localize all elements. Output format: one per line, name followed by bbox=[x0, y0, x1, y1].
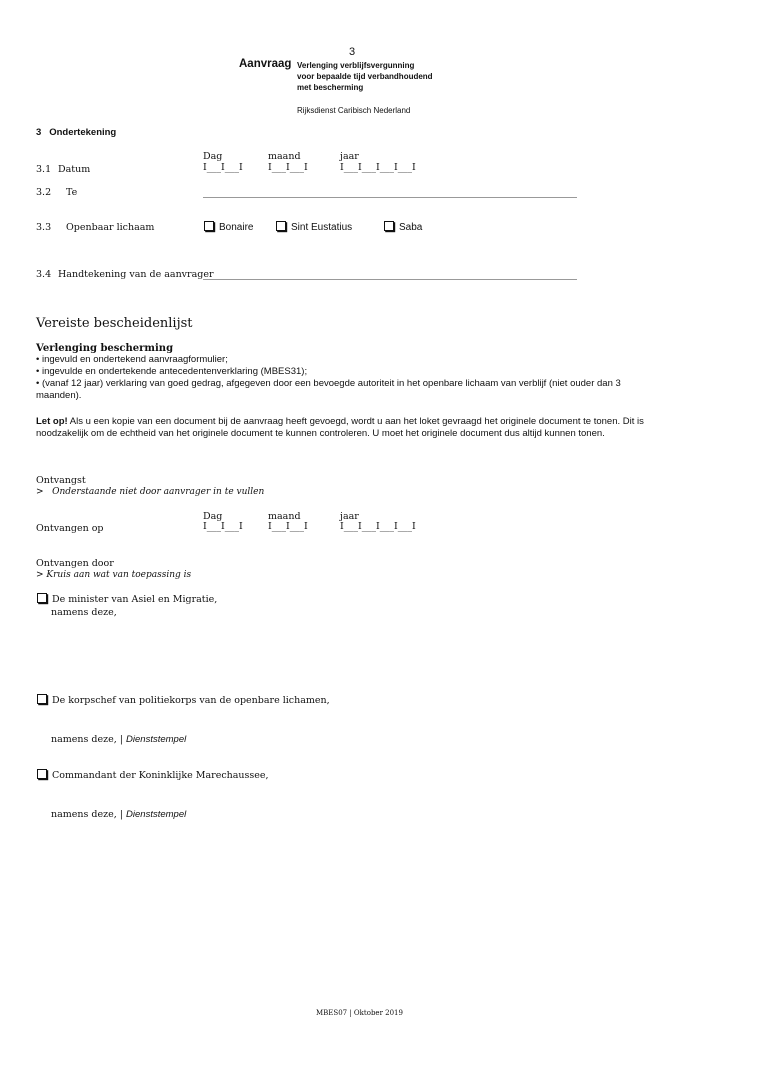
form-title-line-1: Verlenging verblijfsvergunning bbox=[297, 61, 415, 70]
option-saba-label: Saba bbox=[399, 222, 423, 233]
bullet-item: maanden). bbox=[36, 390, 82, 401]
note-line-1: Als u een kopie van een document bij de aanvraag heeft gevoegd, wordt u aan het loket gevraagd het originele document te tonen. Dit is bbox=[67, 416, 644, 427]
option-sint-eustatius-label: Sint Eustatius bbox=[291, 222, 353, 233]
receipt-title: Ontvangst bbox=[36, 475, 86, 486]
receipt-date-month-field[interactable]: I___I___I bbox=[268, 521, 308, 532]
datum-label: Datum bbox=[58, 164, 91, 175]
option-bonaire[interactable] bbox=[204, 221, 253, 233]
received-by-instruction: > Kruis aan wat van toepassing is bbox=[36, 570, 192, 580]
required-docs-list bbox=[36, 354, 696, 402]
checkbox-icon[interactable] bbox=[204, 221, 214, 231]
received-on-label: Ontvangen op bbox=[36, 523, 104, 534]
option-bonaire-label: Bonaire bbox=[219, 222, 254, 233]
receipt-instruction: > Onderstaande niet door aanvrager in te vullen bbox=[36, 487, 265, 497]
receipt-date-header-year: jaar bbox=[340, 511, 359, 522]
received-by-option-line1: De korpschef van politiekorps van de openbare lichamen, bbox=[52, 695, 330, 706]
checkbox-icon[interactable] bbox=[37, 694, 47, 704]
bullet-item: • ingevuld en ondertekend aanvraagformulier; bbox=[36, 354, 228, 365]
stamp-label: Dienststempel bbox=[126, 809, 187, 820]
form-title-line-2: voor bepaalde tijd verbandhoudend bbox=[297, 72, 433, 81]
item-number-datum: 3.1 bbox=[36, 164, 52, 175]
checkbox-icon[interactable] bbox=[37, 769, 47, 779]
checkbox-icon[interactable] bbox=[384, 221, 394, 231]
required-docs-title: Vereiste bescheidenlijst bbox=[36, 316, 193, 331]
received-by-option-line2: namens deze, bbox=[51, 607, 117, 618]
received-by-option-line2: namens deze, | bbox=[51, 734, 127, 745]
date-day-field[interactable]: I___I___I bbox=[203, 162, 243, 173]
signature-line[interactable] bbox=[203, 279, 577, 280]
footer-code: MBES07 | Oktober 2019 bbox=[316, 1009, 403, 1017]
item-number-openbaar: 3.3 bbox=[36, 222, 52, 233]
receipt-date-header-day: Dag bbox=[203, 511, 223, 522]
date-header-month: maand bbox=[268, 151, 301, 162]
date-header-year: jaar bbox=[340, 151, 359, 162]
option-sint-eustatius[interactable] bbox=[276, 221, 352, 233]
date-year-field[interactable]: I___I___I___I___I bbox=[340, 162, 416, 173]
te-input-line[interactable] bbox=[203, 197, 577, 198]
bullet-item: • (vanaf 12 jaar) verklaring van goed gedrag, afgegeven door een bevoegde autoriteit in het openbare lichaam van verblijf (niet ouder dan 3 bbox=[36, 378, 621, 389]
form-label: Aanvraag bbox=[239, 58, 292, 70]
page-number: 3 bbox=[349, 46, 356, 58]
stamp-label: Dienststempel bbox=[126, 734, 187, 745]
receipt-date-day-field[interactable]: I___I___I bbox=[203, 521, 243, 532]
received-by-option-line1: Commandant der Koninklijke Marechaussee, bbox=[52, 770, 269, 781]
date-header-day: Dag bbox=[203, 151, 223, 162]
checkbox-icon[interactable] bbox=[276, 221, 286, 231]
handtekening-label: Handtekening van de aanvrager bbox=[58, 269, 214, 280]
receipt-date-header-month: maand bbox=[268, 511, 301, 522]
option-saba[interactable] bbox=[384, 221, 422, 233]
date-month-field[interactable]: I___I___I bbox=[268, 162, 308, 173]
note-label: Let op! bbox=[36, 416, 68, 427]
section-heading: 3 Ondertekening bbox=[36, 127, 117, 138]
item-number-handtekening: 3.4 bbox=[36, 269, 52, 280]
received-by-option-line2: namens deze, | bbox=[51, 809, 127, 820]
received-by-option[interactable] bbox=[37, 743, 269, 834]
received-by-option-line1: De minister van Asiel en Migratie, bbox=[52, 594, 218, 605]
item-number-te: 3.2 bbox=[36, 187, 52, 198]
receipt-date-year-field[interactable]: I___I___I___I___I bbox=[340, 521, 416, 532]
received-by-option[interactable] bbox=[37, 593, 217, 619]
bullet-item: • ingevulde en ondertekende antecedentenverklaring (MBES31); bbox=[36, 366, 308, 377]
agency-name: Rijksdienst Caribisch Nederland bbox=[297, 106, 411, 115]
received-by-title: Ontvangen door bbox=[36, 558, 114, 569]
checkbox-icon[interactable] bbox=[37, 593, 47, 603]
required-docs-subtitle: Verlenging bescherming bbox=[36, 343, 174, 354]
note-paragraph bbox=[36, 416, 716, 440]
form-title bbox=[297, 60, 433, 93]
note-line-2: noodzakelijk om de echtheid van het originele document te kunnen controleren. U moet het originele document dus altijd kunnen tonen. bbox=[36, 428, 605, 439]
form-title-line-3: met bescherming bbox=[297, 83, 364, 92]
te-label: Te bbox=[66, 187, 78, 198]
openbaar-label: Openbaar lichaam bbox=[66, 222, 155, 233]
